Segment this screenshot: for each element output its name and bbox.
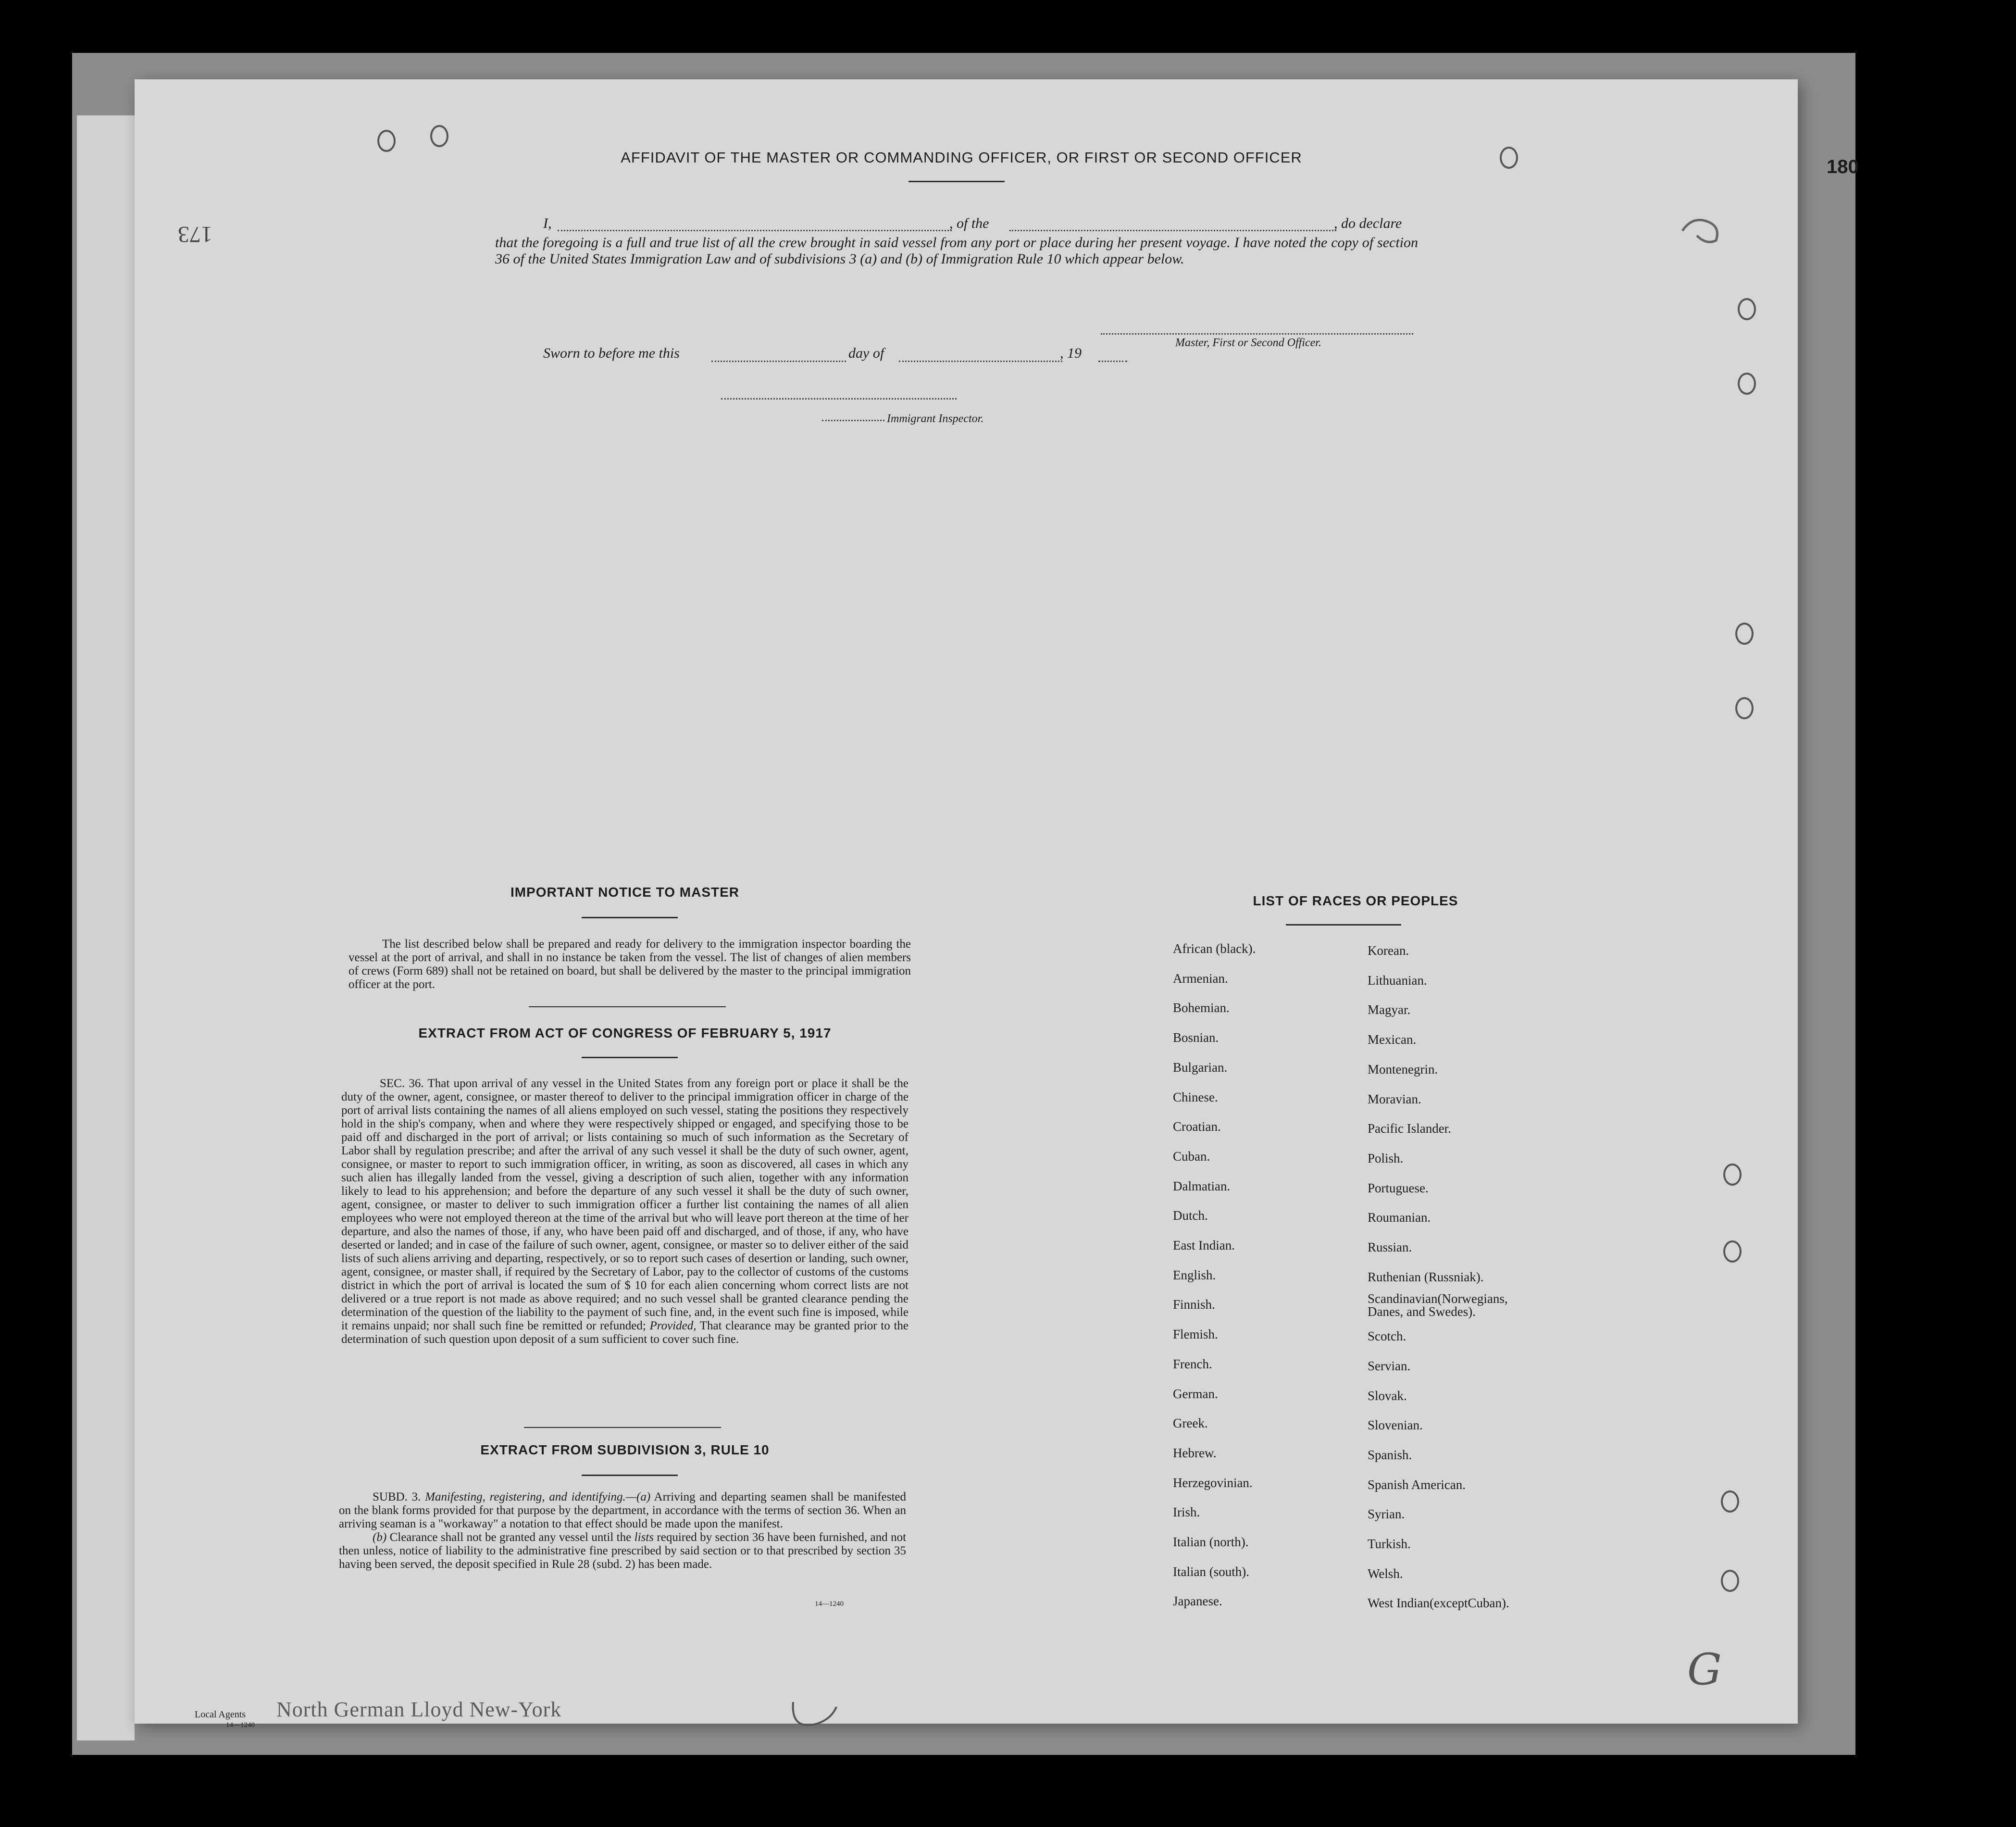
punch-hole-icon	[1723, 1164, 1742, 1186]
sworn-year-blank	[1098, 361, 1127, 362]
handwritten-number: 173	[178, 222, 212, 247]
name-blank-line	[558, 230, 952, 231]
pencil-mark-icon	[1678, 212, 1735, 250]
race-item: Syrian.	[1368, 1507, 1405, 1522]
race-item: Portuguese.	[1368, 1180, 1429, 1195]
signature-caption: Master, First or Second Officer.	[1175, 337, 1321, 349]
race-item: Cuban.	[1173, 1149, 1210, 1164]
race-item: Spanish.	[1368, 1447, 1412, 1462]
race-item: Montenegrin.	[1368, 1062, 1438, 1076]
race-item: Italian (south).	[1173, 1564, 1249, 1579]
race-item: Pacific Islander.	[1368, 1121, 1451, 1136]
race-item: Greek.	[1173, 1416, 1208, 1431]
punch-hole-icon	[1738, 373, 1756, 395]
race-item: Flemish.	[1173, 1327, 1218, 1342]
vessel-blank-line	[1009, 230, 1336, 231]
race-item: Lithuanian.	[1368, 973, 1427, 988]
race-item: Welsh.	[1368, 1566, 1403, 1581]
margin-note: G	[1687, 1644, 1722, 1695]
notice-title: IMPORTANT NOTICE TO MASTER	[510, 885, 740, 900]
affidavit-title: AFFIDAVIT OF THE MASTER OR COMMANDING OFFICER, OR FIRST OR SECOND OFFICER	[621, 149, 1302, 166]
race-item: Armenian.	[1173, 971, 1228, 986]
rule-title-rule	[582, 1475, 678, 1476]
race-item: Chinese.	[1173, 1089, 1218, 1104]
race-item: Irish.	[1173, 1505, 1200, 1520]
race-item: Mexican.	[1368, 1032, 1417, 1047]
provided-label: Provided,	[649, 1319, 697, 1332]
pencil-mark-icon	[788, 1697, 846, 1736]
rule-form-number: 14—1240	[815, 1600, 844, 1608]
signature-blank-line	[1101, 333, 1413, 335]
local-agents-label: Local Agents	[195, 1709, 246, 1720]
sworn-day-of: day of	[848, 345, 884, 361]
punch-hole-icon	[377, 130, 396, 152]
subd-part-a: Arriving and departing seamen shall be manifested on the blank forms provided for that purpose by the department, in accordance with the terms of section 36. When an arriving seaman is a "workaway" a notation to that effect should be made upon the manifest.	[339, 1490, 907, 1530]
race-item: Scandinavian(Norwegians, Danes, and Swedes).	[1368, 1291, 1508, 1319]
race-item: Dalmatian.	[1173, 1178, 1231, 1193]
notice-rule	[529, 1006, 726, 1007]
race-item: Japanese.	[1173, 1594, 1222, 1609]
sworn-year: , 19	[1060, 345, 1082, 361]
affidavit-of-the: , of the	[949, 215, 989, 231]
race-item: French.	[1173, 1356, 1212, 1371]
sworn-month-blank	[899, 361, 1062, 362]
notice-body: The list described below shall be prepared and ready for delivery to the immigration inspector boarding the vessel at the port of arrival, and shall in no instance be taken from the vessel. The list of changes of alien members of crews (Form 689) shall not be retained on board, but shall be delivered by the master to the principal immigration officer at the port.	[348, 938, 911, 991]
race-item: Turkish.	[1368, 1537, 1411, 1551]
race-item: Hebrew.	[1173, 1445, 1217, 1460]
document-page	[135, 79, 1798, 1724]
sheet-edge-strip	[77, 115, 135, 1740]
subd-label: SUBD. 3.	[373, 1490, 421, 1503]
page-number: 180	[1827, 156, 1859, 177]
act-extract-title: EXTRACT FROM ACT OF CONGRESS OF FEBRUARY 5, 1917	[418, 1026, 832, 1040]
sworn-prefix: Sworn to before me this	[543, 345, 680, 361]
punch-hole-icon	[1738, 298, 1756, 320]
race-item: Polish.	[1368, 1151, 1404, 1165]
rule-extract-title: EXTRACT FROM SUBDIVISION 3, RULE 10	[480, 1442, 770, 1457]
race-item: Korean.	[1368, 943, 1409, 958]
punch-hole-icon	[430, 125, 448, 147]
punch-hole-icon	[1723, 1240, 1742, 1263]
race-item: Moravian.	[1368, 1091, 1421, 1106]
provided-body: That clearance may be granted prior to the determination of such question upon deposit of a sum sufficient to cover such fine.	[341, 1319, 908, 1346]
affidavit-i: I,	[543, 215, 552, 231]
punch-hole-icon	[1721, 1570, 1739, 1592]
inspector-caption: Immigrant Inspector.	[887, 413, 984, 425]
punch-hole-icon	[1500, 147, 1518, 169]
title-rule	[908, 181, 1005, 182]
race-item: Spanish American.	[1368, 1477, 1466, 1492]
race-item: Servian.	[1368, 1358, 1411, 1373]
punch-hole-icon	[1721, 1490, 1739, 1513]
race-item: Slovak.	[1368, 1388, 1407, 1403]
section-label: SEC. 36.	[380, 1077, 424, 1090]
race-item: English.	[1173, 1267, 1216, 1282]
act-section-36	[341, 1077, 908, 1346]
punch-hole-icon	[1735, 623, 1754, 645]
sworn-day-blank	[711, 361, 846, 362]
race-item: African (black).	[1173, 941, 1256, 956]
footer-form-number: 14—1240	[226, 1721, 255, 1729]
race-item: Russian.	[1368, 1240, 1412, 1254]
race-item: East Indian.	[1173, 1238, 1235, 1252]
race-item: Ruthenian (Russniak).	[1368, 1269, 1484, 1284]
race-item: Slovenian.	[1368, 1418, 1423, 1433]
affidavit-body: that the foregoing is a full and true list of all the crew brought in said vessel from any port or place during her present voyage. I have noted the copy of section 36 of the United States Immigration Law and of subdivisions 3 (a) and (b) of Immigration Rule 10 which appear below.	[495, 235, 1418, 267]
race-item: Italian (north).	[1173, 1535, 1249, 1549]
section-body: That upon arrival of any vessel in the United States from any foreign port or place it shall be the duty of the owner, agent, consignee, or master thereof to deliver to the principal immigration officer in charge of the port of arrival lists containing the names of all aliens employed on such vessel, stating the positions they respectively hold in the ship's company, when and where they were respectively shipped or engaged, and specifying those to be paid off and discharged in the port of arrival; or lists containing so much of such information as the Secretary of Labor shall by regulation prescribe; and after the arrival of any such vessel it shall be the duty of such owner, agent, consignee, or master to report to such immigration officer, in writing, as soon as discovered, all cases in which any such alien has illegally landed from the vessel, giving a description of such alien, together with any information likely to lead to his apprehension; and before the departure of any such vessel it shall be the duty of such owner, agent, consignee, or master to deliver to such immigration officer a further list containing the names of all alien employees who were not employed thereon at the time of the arrival but who will leave port thereon at the time of her departure, and also the names of those, if any, who have been paid off and discharged, and of those, if any, who have deserted or landed; and in case of the failure of such owner, agent, consignee, or master so to deliver either of the said lists of such aliens arriving and departing, respectively, or so to report such cases of desertion or landing, such owner, agent, consignee, or master shall, if required by the Secretary of Labor, pay to the collector of customs of the customs district in which the port of arrival is located the sum of $ 10 for each alien concerning whom correct lists are not delivered or a true report is not made as above required; and no such vessel shall be granted clearance pending the determination of the question of the liability to the payment of such fine, and, in the event such fine is imposed, while it remains unpaid; nor shall such fine be remitted or refunded;	[341, 1077, 908, 1332]
race-item: Bulgarian.	[1173, 1060, 1228, 1075]
inspector-blank-line	[721, 398, 957, 400]
race-item: German.	[1173, 1386, 1218, 1401]
race-item: Finnish.	[1173, 1297, 1215, 1312]
affidavit-do-declare: , do declare	[1334, 215, 1402, 231]
race-item: Roumanian.	[1368, 1210, 1431, 1225]
rule-subdivision-3	[339, 1490, 906, 1571]
inspector-blank-line-short	[822, 420, 884, 421]
subd-part-b-lists: lists	[634, 1531, 654, 1544]
race-item: West Indian(exceptCuban).	[1368, 1596, 1509, 1611]
subd-part-b-pre: Clearance shall not be granted any vessel until the	[389, 1531, 632, 1544]
race-item: Bohemian.	[1173, 1001, 1230, 1015]
race-item: Scotch.	[1368, 1329, 1406, 1344]
notice-title-rule	[582, 917, 678, 918]
subd-part-b-post: required by section 36 have been furnished, and not then unless, notice of liability to the administrative fine prescribed by said section or to that prescribed by section 35 having been served, the deposit specified in Rule 28 (subd. 2) has been made.	[339, 1531, 907, 1571]
race-item: Herzegovinian.	[1173, 1475, 1253, 1490]
act-end-rule	[524, 1427, 721, 1428]
race-item: Bosnian.	[1173, 1030, 1219, 1045]
race-item: Dutch.	[1173, 1208, 1208, 1223]
races-title-rule	[1286, 924, 1401, 926]
agent-stamp: North German Lloyd New-York	[276, 1698, 562, 1721]
subd-part-b-label: (b)	[373, 1531, 387, 1544]
race-item: Magyar.	[1368, 1002, 1411, 1017]
subd-heading: Manifesting, registering, and identifying.—(a)	[425, 1490, 651, 1503]
act-title-rule	[582, 1057, 678, 1058]
punch-hole-icon	[1735, 697, 1754, 719]
race-item: Croatian.	[1173, 1119, 1221, 1134]
races-title: LIST OF RACES OR PEOPLES	[1253, 893, 1458, 908]
